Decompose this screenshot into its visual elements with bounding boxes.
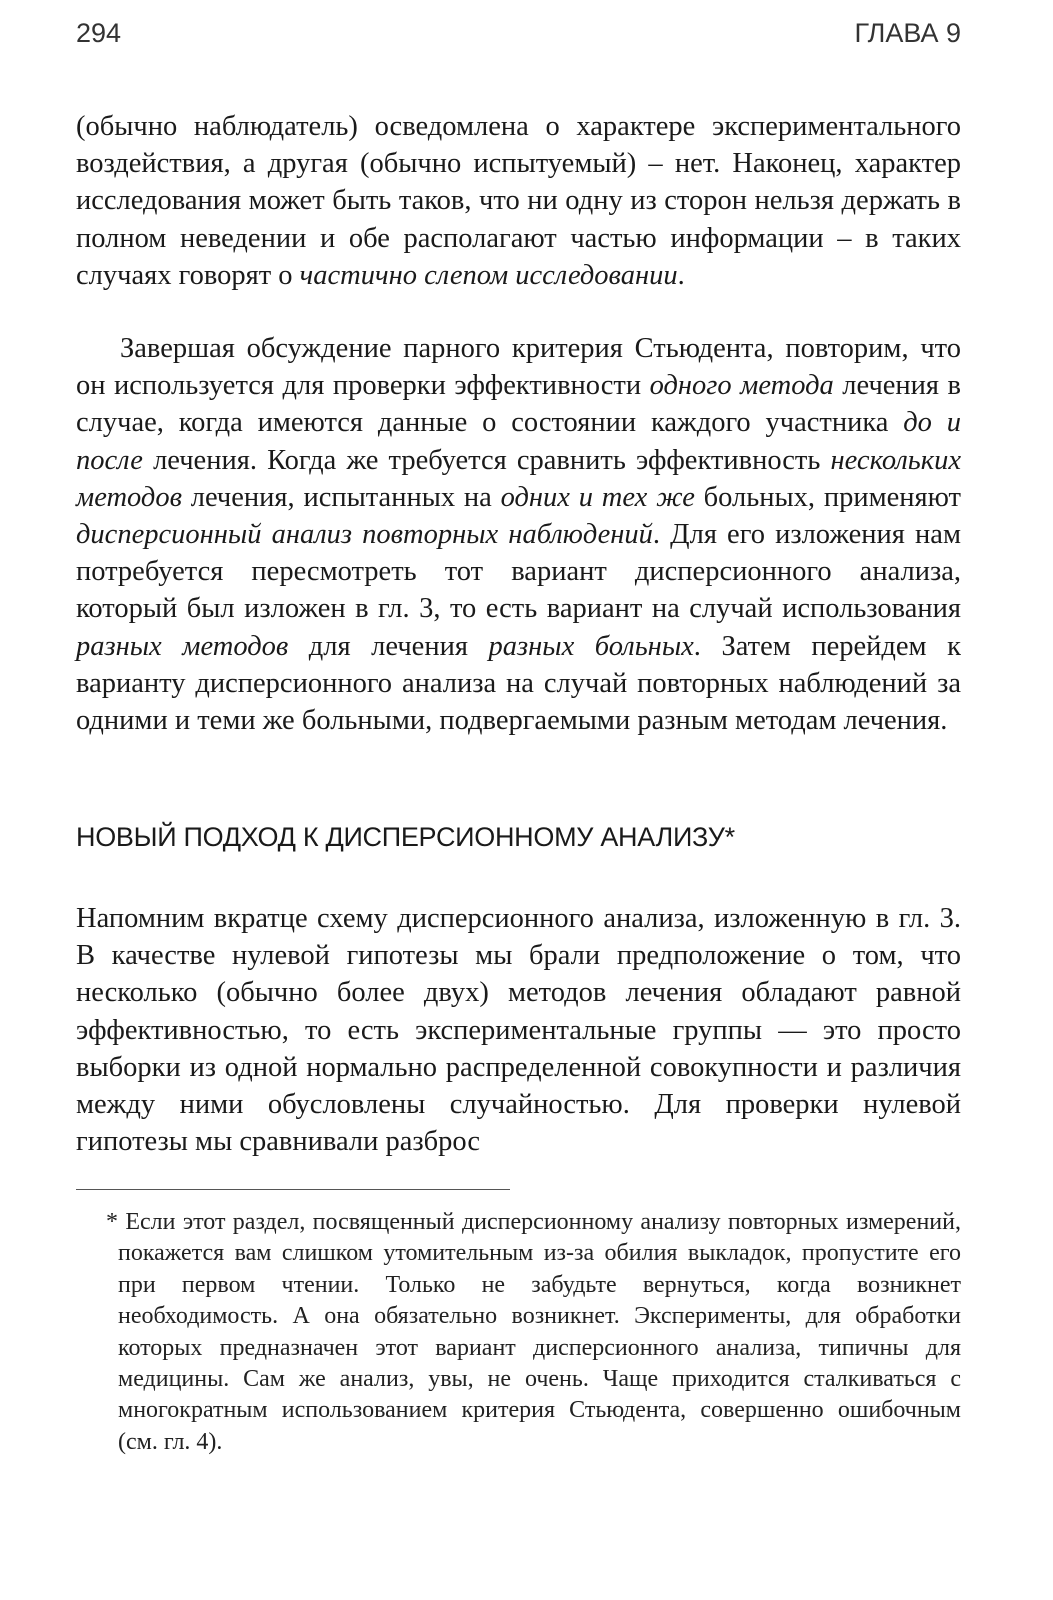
running-head — [76, 18, 961, 58]
text-run: больных, применяют — [694, 481, 961, 513]
text-block-continuation — [76, 108, 961, 294]
paragraph-continuation — [76, 108, 961, 294]
page-number: 294 — [76, 18, 122, 48]
paragraph-paired-test — [76, 330, 961, 739]
text-run: . Для его изложения нам потребуется пересмотреть тот вариант дисперсионного анализа, который был изложен в гл. 3, то есть вариант на случай использования — [76, 519, 961, 625]
footnote — [106, 1207, 961, 1458]
chapter-title: ГЛАВА 9 — [854, 18, 961, 48]
text-block-paired-test — [76, 330, 961, 739]
emphasis-different-methods: разных методов — [76, 630, 289, 662]
text-run: лечения, испытанных на — [181, 481, 501, 513]
text-run: лечения. Когда же требуется сравнить эффективность — [142, 444, 831, 476]
emphasis-before-after: до и после — [76, 407, 961, 476]
footnote-text: * Если этот раздел, посвященный дисперсионному анализу повторных измерений, покажется вам слишком утомительным из-за обилия выкладок, пропустите его при первом чтении. Только не забудьте вернуться, когда возникнет необходимость. А она обязательно возникнет. Эксперименты, для обработки которых предназначен этот вариант дисперсионного анализа, типичны для медицины. Сам же анализ, увы, не очень. Чаще приходится сталкиваться с многократным использованием критерия Стьюдента, совершенно ошибочным (см. гл. 4). — [106, 1209, 961, 1455]
emphasis-one-method: одного метода — [649, 370, 834, 402]
section-heading: НОВЫЙ ПОДХОД К ДИСПЕРСИОННОМУ АНАЛИЗУ* — [76, 822, 735, 852]
text-run: (обычно наблюдатель) осведомлена о характере экспериментального воздействия, а другая (обычно испытуемый) – нет. Наконец, характер исследования может быть таков, что ни одну из сторон нельзя держать в полном неведении и обе располагают частью информации – в таких случаях говорят о — [76, 111, 961, 291]
text-run: Завершая обсуждение парного критерия Стьюдента, повторим, что он используется для проверки эффективности — [76, 333, 961, 402]
emphasis-partially-blind: частично слепом исследовании — [299, 259, 678, 291]
footnote-divider — [76, 1189, 510, 1190]
text-block-anova-recap — [76, 900, 961, 1160]
text-run: лечения в случае, когда имеются данные о состоянии каждого участника — [76, 370, 961, 439]
emphasis-several-methods: нескольких методов — [76, 444, 961, 513]
emphasis-repeated-anova: дисперсионный анализ повторных наблюдений — [76, 519, 653, 551]
text-run: для лечения — [288, 630, 489, 662]
emphasis-same-patients: одних и тех же — [500, 481, 695, 513]
text-run: . Затем перейдем к варианту дисперсионного анализа на случай повторных наблюдений за одними и теми же больными, подвергаемыми разным методам лечения. — [76, 630, 962, 737]
paragraph-anova-recap: Напомним вкратце схему дисперсионного анализа, изложенную в гл. 3. В качестве нулевой гипотезы мы брали предположение о том, что несколько (обычно более двух) методов лечения обладают равной эффективностью, то есть экспериментальные группы — это просто выборки из одной нормально распределенной совокупности и различия между ними обусловлены случайностью. Для проверки нулевой гипотезы мы сравнивали разброс — [76, 903, 961, 1158]
emphasis-different-patients: разных больных — [488, 630, 694, 662]
text-run: . — [677, 259, 685, 291]
